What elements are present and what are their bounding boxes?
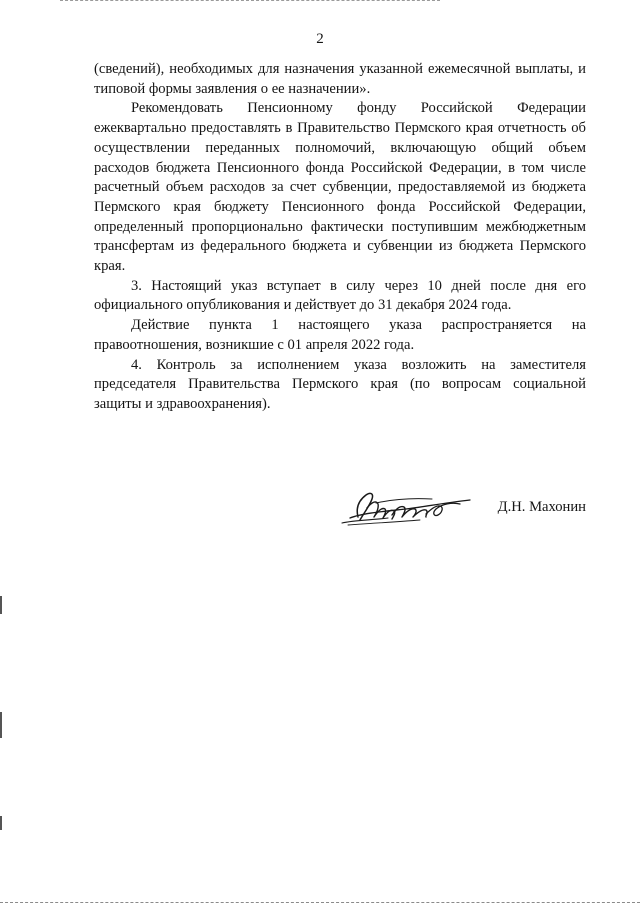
- scan-edge-mark: [0, 816, 2, 830]
- scan-bottom-edge: [0, 902, 640, 904]
- scan-edge-mark: [0, 596, 2, 614]
- signature-block: [330, 487, 586, 529]
- paragraph-control: 4. Контроль за исполнением указа возложить на заместителя председателя Правительства Пермского края (по вопросам социальной защиты и здравоохранения).: [94, 356, 586, 412]
- scan-edge-mark: [0, 712, 2, 738]
- signer-name: Д.Н. Махонин: [497, 499, 586, 515]
- paragraph-entry-into-force: 3. Настоящий указ вступает в силу через 10 дней после дня его официального опубликования и действует до 31 декабря 2024 года.: [94, 277, 586, 314]
- paragraph-pension-fund-reporting: Рекомендовать Пенсионному фонду Российской Федерации ежеквартально предоставлять в Правительство Пермского края отчетность об осуществлении переданных полномочий, включающую общий объем расходов бюджета Пенсионного фонда Российской Федерации, в том числе расчетный объем расходов за счет субвенции, предоставляемой из бюджета Пермского края бюджету Пенсионного фонда Российской Федерации, определенный пропорционально фактически поступившим межбюджетным трансфертам из федерального бюджета и субвенции из бюджета Пермского края.: [94, 100, 586, 275]
- scan-top-edge: [60, 0, 440, 2]
- page-number: 2: [316, 31, 324, 47]
- document-body: [94, 60, 586, 415]
- paragraph-retroactive-effect: Действие пункта 1 настоящего указа распространяется на правоотношения, возникшие с 01 апреля 2022 года.: [94, 317, 586, 353]
- handwritten-signature: [336, 487, 472, 529]
- paragraph-continuation: (сведений), необходимых для назначения указанной ежемесячной выплаты, и типовой формы заявления о ее назначении».: [94, 61, 586, 97]
